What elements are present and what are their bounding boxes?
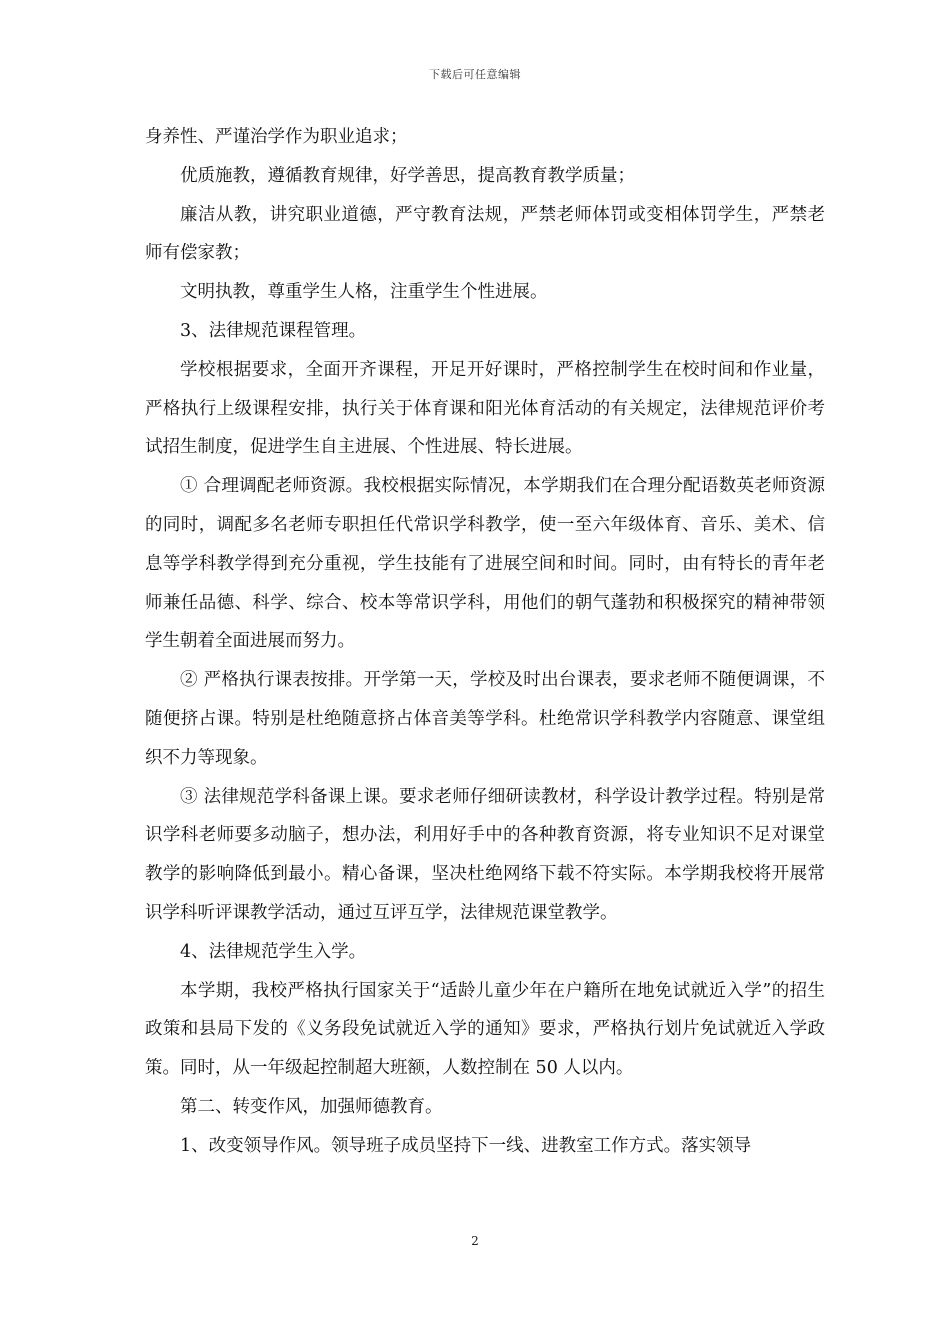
- section-heading: 第二、转变作风，加强师德教育。: [180, 1096, 443, 1117]
- section-heading: 4、法律规范学生入学。: [180, 941, 367, 962]
- paragraph: 优质施教，遵循教育规律，好学善思，提高教育教学质量；: [180, 165, 635, 186]
- list-item: ① 合理调配老师资源。我校根据实际情况，本学期我们在合理分配语数英老师资源的同时，调配多名老师专职担任代常识学科教学，使一至六年级体育、音乐、美术、信息等学科教学得到充分重视，学生技能有了进展空间和时间。同时，由有特长的青年老师兼任品德、科学、综合、校本等常识学科，用他们的朝气蓬勃和积极探究的精神带领学生朝着全面进展而努力。: [145, 476, 825, 652]
- paragraph: 文明执教，尊重学生人格，注重学生个性进展。: [180, 282, 548, 303]
- list-item: ③ 法律规范学科备课上课。要求老师仔细研读教材，科学设计教学过程。特别是常识学科老师要多动脑子，想办法，利用好手中的各种教育资源，将专业知识不足对课堂教学的影响降低到最小。精心备课，坚决杜绝网络下载不符实际。本学期我校将开展常识学科听评课教学活动，通过互评互学，法律规范课堂教学。: [145, 786, 825, 923]
- section-heading: 3、法律规范课程管理。: [180, 320, 367, 341]
- paragraph: 廉洁从教，讲究职业道德，严守教育法规，严禁老师体罚或变相体罚学生，严禁老师有偿家教；: [145, 204, 825, 264]
- page-number: 2: [471, 1234, 479, 1248]
- body-text: [145, 118, 825, 1166]
- paragraph: 1、改变领导作风。领导班子成员坚持下一线、进教室工作方式。落实领导: [180, 1135, 752, 1156]
- list-item: ② 严格执行课表按排。开学第一天，学校及时出台课表，要求老师不随便调课，不随便挤占课。特别是杜绝随意挤占体音美等学科。杜绝常识学科教学内容随意、课堂组织不力等现象。: [145, 670, 825, 768]
- paragraph: 本学期，我校严格执行国家关于“适龄儿童少年在户籍所在地免试就近入学”的招生政策和县局下发的《义务段免试就近入学的通知》要求，严格执行划片免试就近入学政策。同时，从一年级起控制超大班额，人数控制在 50 人以内。: [145, 980, 825, 1079]
- header-note: 下载后可任意编辑: [429, 68, 521, 81]
- paragraph: 学校根据要求，全面开齐课程，开足开好课时，严格控制学生在校时间和作业量，严格执行上级课程安排，执行关于体育课和阳光体育活动的有关规定，法律规范评价考试招生制度，促进学生自主进展、个性进展、特长进展。: [145, 359, 825, 458]
- paragraph: 身养性、严谨治学作为职业追求；: [145, 127, 408, 147]
